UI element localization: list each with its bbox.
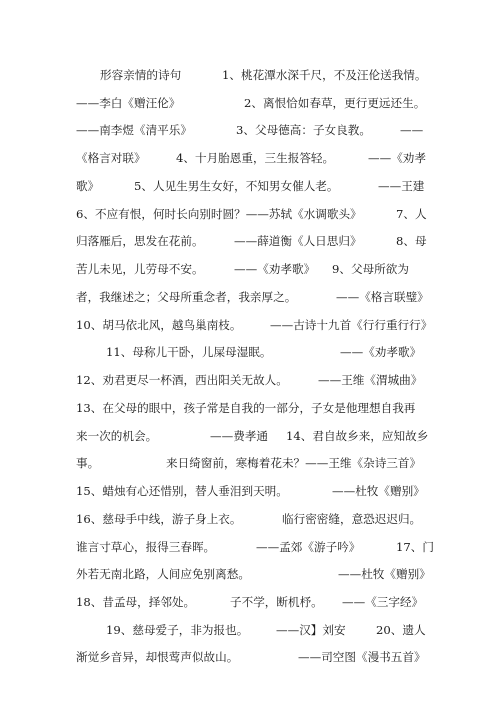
line-segment: 6、不应有恨，何时长向别时圆？——苏轼《水调歌头》: [76, 207, 362, 221]
line-segment: 《格言对联》: [76, 151, 146, 165]
line-segment: 14、君自故乡来，应知故乡: [286, 429, 429, 443]
line-segment: 4、十月胎恩重，三生报答轻。: [176, 151, 335, 165]
line-segment: 18、昔孟母，择邻处。: [76, 595, 196, 609]
line-segment: ——杜牧《赠别》: [332, 484, 425, 498]
text-line-12: [0, 369, 500, 391]
text-line-10: [0, 314, 500, 336]
line-segment: 17、门: [396, 540, 434, 554]
line-segment: 歌》: [76, 179, 100, 193]
line-segment: 外若无南北路，人间应免别离愁。: [76, 567, 250, 581]
line-segment: ——《劝孝歌》: [234, 262, 316, 276]
line-segment: ——《劝孝: [368, 151, 426, 165]
line-segment: 子不学，断机杼。: [230, 595, 323, 609]
line-segment: 10、胡马依北风，越鸟巢南枝。: [76, 318, 242, 332]
line-segment: 7、人: [396, 207, 427, 221]
text-line-20: [0, 591, 500, 613]
line-segment: 1、桃花潭水深千尺，不及汪伦送我情。: [222, 68, 427, 82]
text-line-11: [0, 341, 500, 363]
line-segment: 临行密密缝，意恐迟迟归。: [282, 512, 422, 526]
line-segment: ——费孝通: [210, 429, 268, 443]
text-line-19: [0, 563, 500, 585]
line-segment: 者，我继述之；父母所重念者，我亲厚之。: [76, 290, 297, 304]
text-line-1: [0, 64, 500, 86]
text-line-21: [0, 619, 500, 641]
line-segment: ——王建: [378, 179, 425, 193]
line-segment: 3、父母德高：子女良教。: [236, 123, 371, 137]
line-segment: ——南李煜《清平乐》: [76, 123, 192, 137]
text-line-8: [0, 258, 500, 280]
line-segment: 来一次的机会。: [76, 429, 158, 443]
line-segment: 20、遗人: [376, 623, 426, 637]
text-line-16: [0, 480, 500, 502]
line-segment: 2、离恨恰如春草，更行更远还生。: [244, 96, 426, 110]
line-segment: 12、劝君更尽一杯酒，西出阳关无故人。: [76, 373, 288, 387]
line-segment: 归落雁后，思发在花前。: [76, 234, 204, 248]
text-line-15: [0, 452, 500, 474]
line-segment: 13、在父母的眼中，孩子常是自我的一部分，子女是他理想自我再: [76, 401, 416, 415]
text-line-5: [0, 175, 500, 197]
line-segment: 谁言寸草心，报得三春晖。: [76, 540, 216, 554]
line-segment: ——汉】刘安: [276, 623, 346, 637]
line-segment: ——王维《渭城曲》: [318, 373, 423, 387]
line-segment: 事。: [76, 456, 100, 470]
text-line-14: [0, 425, 500, 447]
line-segment: ——《格言联璧》: [336, 290, 429, 304]
text-line-22: [0, 646, 500, 668]
line-segment: ——《三字经》: [342, 595, 424, 609]
text-line-4: [0, 147, 500, 169]
line-segment: ——杜牧《赠别》: [338, 567, 431, 581]
line-segment: 渐觉乡音异，却恨莺声似故山。: [76, 650, 239, 664]
text-line-6: [0, 203, 500, 225]
line-segment: ——司空图《漫书五首》: [298, 650, 426, 664]
text-line-17: [0, 508, 500, 530]
line-segment: ——《劝孝歌》: [340, 345, 422, 359]
text-line-7: [0, 230, 500, 252]
text-line-13: [0, 397, 500, 419]
line-segment: 8、母: [396, 234, 427, 248]
line-segment: ——孟郊《游子吟》: [256, 540, 361, 554]
line-segment: ——薛道衡《人日思归》: [234, 234, 362, 248]
line-segment: 9、父母所欲为: [332, 262, 409, 276]
line-segment: ——李白《赠汪伦》: [76, 96, 181, 110]
line-segment: 苦儿未见，儿劳母不安。: [76, 262, 204, 276]
text-line-9: [0, 286, 500, 308]
line-segment: 19、慈母爱子，非为报也。: [106, 623, 249, 637]
line-segment: ——古诗十九首《行行重行行》: [270, 318, 433, 332]
text-line-3: [0, 119, 500, 141]
text-line-18: [0, 536, 500, 558]
text-line-2: [0, 92, 500, 114]
line-segment: 来日绮窗前，寒梅着花未？——王维《杂诗三首》: [166, 456, 422, 470]
line-segment: 16、慈母手中线，游子身上衣。: [76, 512, 242, 526]
line-segment: 15、蜡烛有心还惜别，替人垂泪到天明。: [76, 484, 288, 498]
line-segment: 5、人见生男生女好，不知男女催人老。: [134, 179, 339, 193]
line-segment: ——: [400, 123, 424, 137]
line-segment: 11、母称儿干卧，儿屎母湿眠。: [106, 345, 272, 359]
document-title: 形容亲情的诗句: [100, 68, 182, 82]
